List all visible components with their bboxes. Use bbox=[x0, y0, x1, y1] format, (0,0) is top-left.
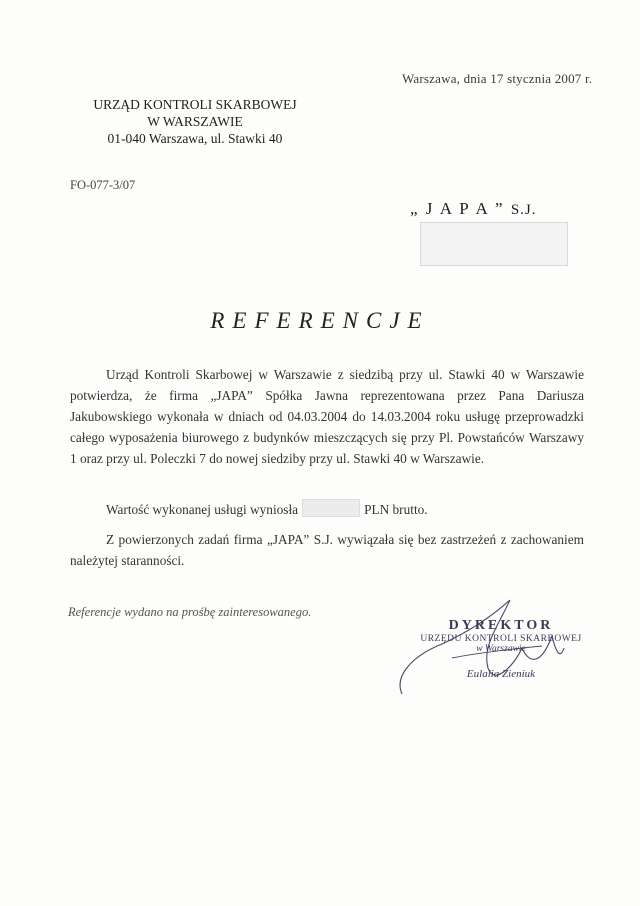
value-prefix: Wartość wykonanej usługi wyniosła bbox=[106, 502, 299, 517]
office-name: URZĄD KONTROLI SKARBOWEJ bbox=[93, 97, 297, 112]
recipient bbox=[410, 199, 537, 219]
document-date: Warszawa, dnia 17 stycznia 2007 r. bbox=[402, 71, 593, 86]
office-city: W WARSZAWIE bbox=[147, 114, 243, 129]
closing-text bbox=[70, 529, 584, 571]
closing-paragraph: Z powierzonych zadań firma „JAPA” S.J. wywiązała się bez zastrzeżeń z zachowaniem należytej staranności. bbox=[70, 532, 584, 568]
recipient-name: „ J A P A ” bbox=[410, 199, 511, 218]
value-suffix: PLN brutto. bbox=[364, 502, 428, 517]
redacted-amount bbox=[302, 499, 360, 517]
document-title: REFERENCJE bbox=[210, 308, 430, 333]
stamp-signatory: Eulalia Zieniuk bbox=[466, 668, 536, 680]
stamp-city: w Warszawie bbox=[476, 644, 526, 654]
director-stamp bbox=[416, 618, 586, 680]
body-paragraph: Urząd Kontroli Skarbowej w Warszawie z siedzibą przy ul. Stawki 40 w Warszawie potwierdza, że firma „JAPA” Spółka Jawna reprezentowana przez Pana Dariusza Jakubowskiego wykonała w dniach od 04.03.2004 do 14.03.2004 roku usługę przeprowadzki całego wyposażenia biurowego z budynków mieszczących się przy Pl. Powstańców Warszawy 1 oraz przy ul. Poleczki 7 do nowej siedziby przy ul. Stawki 40 w Warszawie. bbox=[70, 367, 584, 466]
body-text bbox=[70, 364, 584, 469]
value-line bbox=[106, 499, 428, 518]
office-address: 01-040 Warszawa, ul. Stawki 40 bbox=[107, 131, 283, 146]
reference-number: FO-077-3/07 bbox=[70, 178, 136, 192]
recipient-suffix: S.J. bbox=[510, 202, 537, 218]
stamp-title: DYREKTOR bbox=[448, 618, 554, 633]
issuing-office bbox=[62, 96, 328, 147]
stamp-office: URZĘDU KONTROLI SKARBOWEJ bbox=[420, 634, 582, 644]
redacted-address-box bbox=[420, 222, 568, 266]
issue-note: Referencje wydano na prośbę zainteresowanego. bbox=[68, 605, 312, 619]
